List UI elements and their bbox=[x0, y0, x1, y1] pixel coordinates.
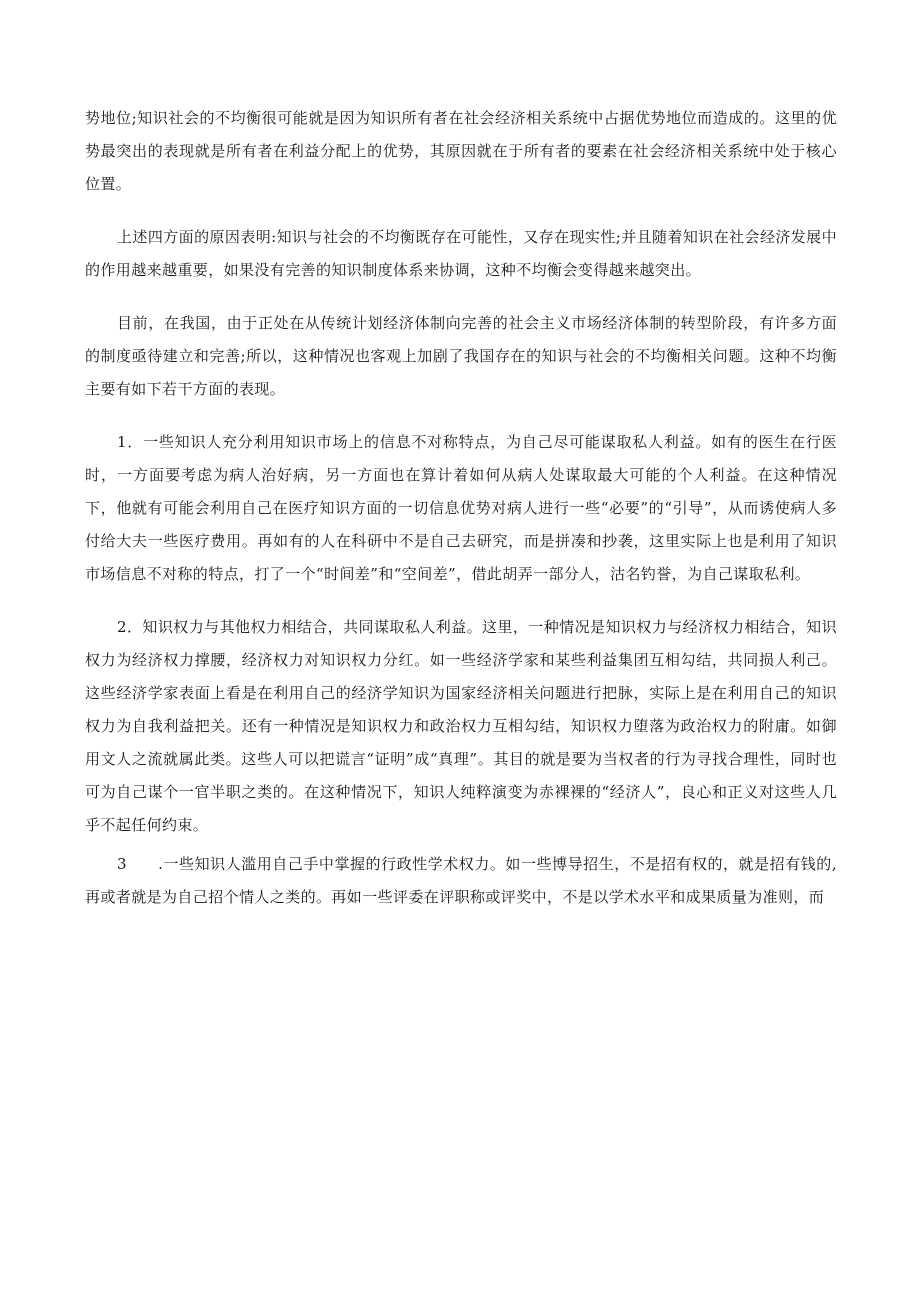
paragraph-6: 3 .一些知识人滥用自己手中掌握的行政性学术权力。如一些博导招生，不是招有权的，就是招有钱的,再或者就是为自己招个情人之类的。再如一些评委在评职称或评奖中，不是以学术水平和成果质量为准则，而 bbox=[85, 855, 837, 906]
paragraph-4: 1．一些知识人充分利用知识市场上的信息不对称特点，为自己尽可能谋取私人利益。如有的医生在行医时，一方面要考虑为病人治好病，另一方面也在算计着如何从病人处谋取最大可能的个人利益。在这种情况下，他就有可能会利用自己在医疗知识方面的一切信息优势对病人进行一些“必要”的“引导”，从而诱使病人多付给大夫一些医疗费用。再如有的人在科研中不是自己去研究，而是拼凑和抄袭，这里实际上也是利用了知识市场信息不对称的特点，打了一个“时间差”和“空间差”，借此胡弄一部分人，沽名钓誉，为自己谋取私利。 bbox=[85, 433, 837, 583]
paragraph-5: 2．知识权力与其他权力相结合，共同谋取私人利益。这里，一种情况是知识权力与经济权力相结合，知识权力为经济权力撑腰，经济权力对知识权力分红。如一些经济学家和某些利益集团互相勾结，共同损人利己。这些经济学家表面上看是在利用自己的经济学知识为国家经济相关问题进行把脉，实际上是在利用自己的知识权力为自我利益把关。还有一种情况是知识权力和政治权力互相勾结，知识权力堕落为政治权力的附庸。如御用文人之流就属此类。这些人可以把谎言“证明”成“真理”。其目的就是要为当权者的行为寻找合理性，同时也可为自己谋个一官半职之类的。在这种情况下，知识人纯粹演变为赤裸裸的“经济人”，良心和正义对这些人几乎不起任何约束。 bbox=[85, 618, 837, 834]
paragraph-2: 上述四方面的原因表明:知识与社会的不均衡既存在可能性，又存在现实性;并且随着知识在社会经济发展中的作用越来越重要，如果没有完善的知识制度体系来协调，这种不均衡会变得越来越突出。 bbox=[85, 228, 837, 279]
paragraph-3: 目前，在我国，由于正处在从传统计划经济体制向完善的社会主义市场经济体制的转型阶段，有许多方面的制度亟待建立和完善;所以，这种情况也客观上加剧了我国存在的知识与社会的不均衡相关问题。这种不均衡主要有如下若干方面的表现。 bbox=[85, 314, 837, 398]
paragraph-1: 势地位;知识社会的不均衡很可能就是因为知识所有者在社会经济相关系统中占据优势地位而造成的。这里的优势最突出的表现就是所有者在利益分配上的优势，其原因就在于所有者的要素在社会经济相关系统中处于核心位置。 bbox=[85, 109, 837, 193]
document-page bbox=[85, 102, 837, 914]
